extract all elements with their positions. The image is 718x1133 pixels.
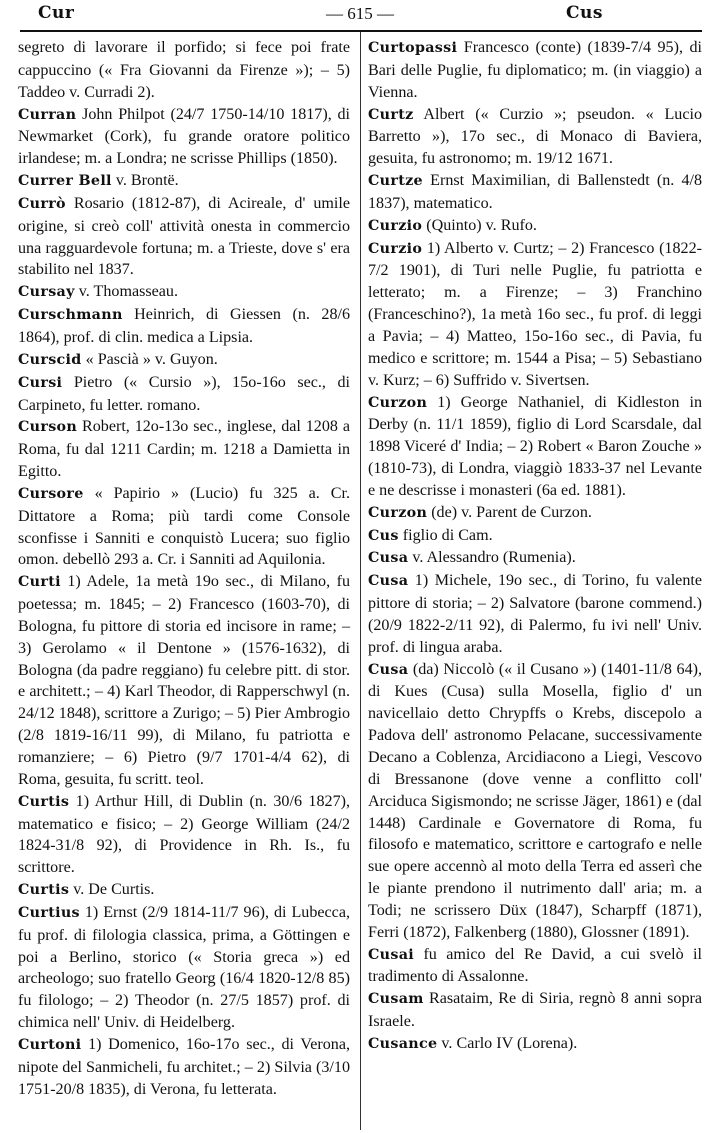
dictionary-entry [368,659,702,944]
entry-text: (Quinto) v. Rufo. [426,216,537,234]
column-divider [360,32,361,1130]
page-number: — 615 — [326,4,394,23]
entry-headword: Currer Bell [18,173,112,190]
dictionary-entry [368,988,702,1033]
entry-headword: Cusai [368,946,415,963]
entry-headword: Curtius [18,904,80,921]
entry-text: (de) v. Parent de Curzon. [431,503,592,521]
dictionary-entry [18,304,350,349]
dictionary-entry [18,571,350,790]
dictionary-entry [368,547,702,570]
dictionary-entry [368,502,702,525]
dictionary-entry [368,570,702,658]
dictionary-entry [18,281,350,304]
entry-headword: Curtoni [18,1036,82,1053]
dictionary-entry [18,416,350,483]
entry-text: Robert, 12o-13o sec., inglese, dal 1208 a Roma, fu dal 1211 Cardin; m. 1218 a Damietta in Egitto. [18,418,350,481]
page-header [0,0,718,28]
header-last-word: Cus [566,3,603,23]
header-first-word: Cur [38,3,75,23]
entry-text: Heinrich, di Giessen (n. 28/6 1864), prof. di clin. medica a Lipsia. [18,306,351,346]
entry-headword: Curzio [368,240,423,257]
entry-text: Pietro (« Cursio »), 15o-16o sec., di Carpineto, fu letter. romano. [18,373,350,414]
entry-text: v. Carlo IV (Lorena). [441,1034,578,1052]
dictionary-entry [18,193,350,281]
entry-text: Rosario (1812-87), di Acireale, d' umile origine, si creò coll' attività onesta in commercio una ragguardevole fortuna; m. a Trieste, dove s' era stabilito nel 1837. [18,194,350,279]
dictionary-entry [368,104,702,171]
entry-text: Rasataim, Re di Siria, regnò 8 anni sopra Israele. [368,990,702,1031]
entry-text: (da) Niccolò (« il Cusano ») (1401-11/8 64), di Kues (Cusa) sulla Mosella, figlio d' un navicellaio detto Chrypffs o Krebs, discepolo a Padova dell' astronomo Pelacane, successivamente Decano a Coblenza, Arcidiacono a Liegi, Vescovo di Bressanone (dove venne a conflitto coll' Arciduca Sigismondo; ne scrisse Jäger, 1861) e (dal 1448) Cardinale e Governatore di Roma, fu filosofo e matematico, scrittore e cartografo e nelle sue opere accennò al moto della Terra ed asserì che le piante prendono il nutrimento dall' aria; m. a Todi; ne scrissero Düx (1847), Scharpff (1871), Ferri (1872), Falkenberg (1880), Glossner (1891). [368,660,703,941]
dictionary-entry [18,791,350,879]
entry-headword: Currò [18,195,66,212]
entry-headword: Cusa [368,573,409,590]
entry-text: 1) George Nathaniel, di Kidleston in Derby (n. 11/1 1859), figlio di Lord Scarsdale, dal 1898 Viceré d' India; – 2) Robert « Baron Zouche » (1810-73), di Londra, viaggiò 1833-37 nel Levante e ne descrisse i monasteri (6a ed. 1881). [368,393,702,499]
dictionary-entry [368,215,702,238]
entry-text: figlio di Cam. [402,526,493,544]
entry-headword: Cus [368,527,399,544]
right-column [368,37,702,1056]
entry-text: Albert (« Curzio »; pseudon. « Lucio Barretto »), 17o sec., di Monaco di Baviera, gesuita, fu astronomo; m. 19/12 1671. [368,105,703,168]
dictionary-entry [18,349,350,372]
entry-headword: Curtis [18,882,70,899]
entry-text: v. De Curtis. [73,881,155,899]
dictionary-entry [368,525,702,548]
entry-headword: Cusa [368,550,409,567]
entry-text: 1) Alberto v. Curtz; – 2) Francesco (1822-7/2 1901), di Turi nelle Puglie, fu patriotta e letterato; m. a Firenze; – 3) Franchino (Franceschino?), 1a metà 16o sec., fu prof. di leggi a Pavia; – 4) Matteo, 15o-16o sec., di Pavia, fu medico e scrittore; m. 1544 a Pisa; – 5) Sebastiano v. Kurz; – 6) Suffrido v. Sivertsen. [368,239,702,389]
entry-text: Ernst Maximilian, di Ballenstedt (n. 4/8 1837), matematico. [368,172,703,212]
entry-text: v. Alessandro (Rumenia). [412,549,576,567]
entry-headword: Curscid [18,351,82,368]
entry-headword: Curtz [368,106,414,123]
dictionary-entry [18,483,350,571]
entry-text: 1) Ernst (2/9 1814-11/7 96), di Lubecca, fu prof. di filologia classica, prima, a Göttingen e poi a Berlino, storico (« Storia greca ») ed archeologo; suo fratello Georg (16/4 1820-12/8 85) fu filologo; – 2) Theodor (n. 27/5 1857) prof. di chimica nell' Univ. di Heidelberg. [18,903,350,1032]
entry-text: segreto di lavorare il porfido; si fece poi frate cappuccino (« Fra Giovanni da Firenze »); – 5) Taddeo v. Curradi 2). [18,39,350,101]
entry-text: 1) Arthur Hill, di Dublin (n. 30/6 1827), matematico e fisico; – 2) George William (24/2 1824-31/8 92), di Providence in Rh. Is., fu scrittore. [18,792,350,877]
dictionary-entry [368,37,702,104]
entry-headword: Cursi [18,374,63,391]
dictionary-entry [368,392,702,502]
dictionary-entry [18,37,350,104]
left-column [18,37,350,1101]
dictionary-entry [18,104,350,171]
entry-text: « Papirio » (Lucio) fu 325 a. Cr. Dittatore a Roma; più tardi come Console sconfisse i Sanniti e conquistò Lucera; suo figlio omon. debellò 293 a. Cr. i Sanniti ad Aquilonia. [18,484,350,569]
dictionary-entry [18,170,350,193]
entry-text: 1) Adele, 1a metà 19o sec., di Milano, fu poetessa; m. 1845; – 2) Francesco (1603-70), di Bologna, fu pittore di storia ed incisore in rame; – 3) Gerolamo « il Dentone » (1576-1632), di Bologna (da padre reggiano) fu celebre pitt. di stor. e architett.; – 4) Karl Theodor, di Rapperschwyl (n. 24/12 1848), scrittore a Zurigo; – 5) Pier Ambrogio (2/8 1819-16/11 99), di Milano, fu patriotta e romanziere; – 6) Pietro (9/7 1701-4/4 62), di Roma, gesuita, fu scritt. teol. [18,573,351,788]
dictionary-entry [18,372,350,417]
entry-headword: Cusance [368,1035,438,1052]
entry-headword: Curzio [368,217,423,234]
dictionary-entry [368,238,702,392]
dictionary-entry [368,170,702,215]
header-rule [20,30,702,32]
entry-text: fu amico del Re David, a cui svelò il tradimento di Assalonne. [368,945,702,986]
entry-text: John Philpot (24/7 1750-14/10 1817), di Newmarket (Cork), fu grande oratore politico irlandese; m. a Londra; ne scrisse Phillips (1850). [18,105,351,168]
entry-text: v. Brontë. [115,172,179,190]
entry-headword: Curtis [18,793,70,810]
entry-headword: Curtze [368,173,423,190]
entry-headword: Curti [18,574,61,591]
entry-headword: Cusam [368,991,424,1008]
entry-headword: Curran [18,106,77,123]
dictionary-entry [18,879,350,902]
dictionary-entry [368,1033,702,1056]
entry-text: Francesco (conte) (1839-7/4 95), di Bari delle Puglie, fu diplomatico; m. (in viaggio) a Vienna. [368,39,702,101]
entry-headword: Curschmann [18,307,123,324]
entry-headword: Curson [18,419,78,436]
entry-headword: Curzon [368,394,428,411]
dictionary-entry [368,944,702,989]
entry-text: v. Thomasseau. [78,283,178,301]
entry-headword: Cursay [18,284,75,301]
entry-text: 1) Michele, 19o sec., di Torino, fu valente pittore di storia; – 2) Salvatore (barone commend.) (20/9 1822-2/11 92), di Palermo, fu ivi nell' Univ. prof. di lingua araba. [368,572,702,656]
dictionary-entry [18,1034,350,1101]
entry-headword: Cursore [18,485,84,502]
entry-text: 1) Domenico, 16o-17o sec., di Verona, nipote del Sanmicheli, fu architet.; – 2) Silvia (3/10 1751-20/8 1835), di Verona, fu letterata. [18,1035,350,1098]
entry-text: « Pascià » v. Guyon. [85,350,218,368]
entry-headword: Curtopassi [368,40,458,56]
entry-headword: Curzon [368,504,428,521]
dictionary-entry [18,902,350,1034]
entry-headword: Cusa [368,661,409,678]
